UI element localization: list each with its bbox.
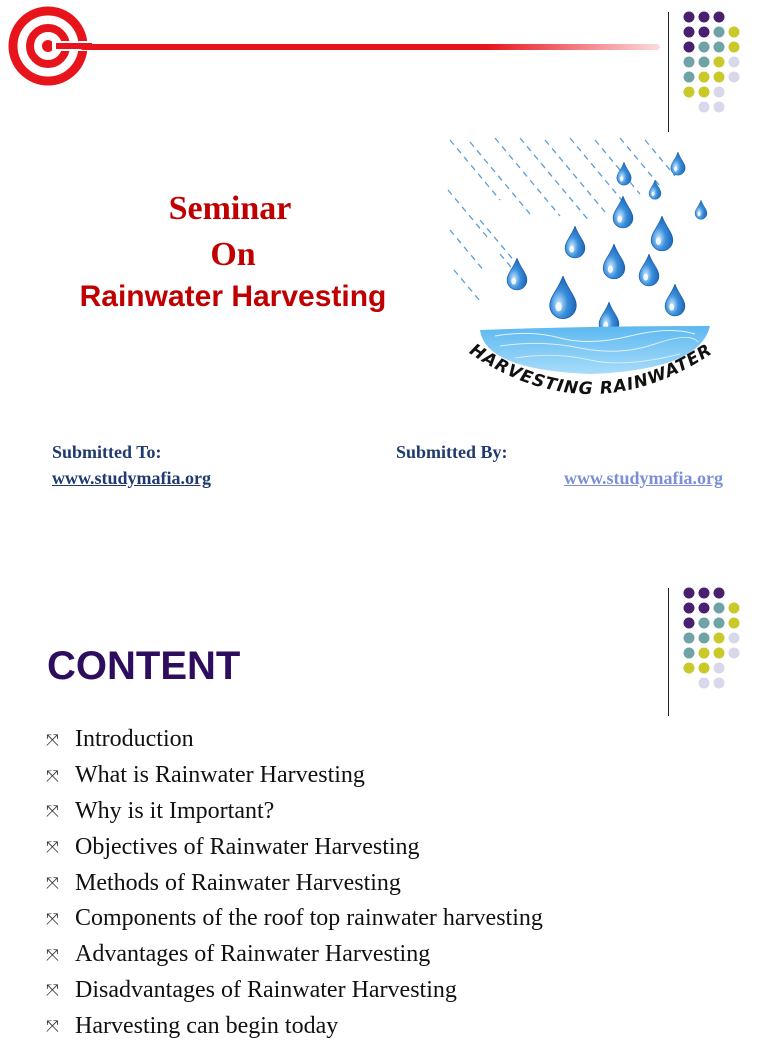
list-item-text: Harvesting can begin today — [75, 1012, 339, 1039]
decorative-dot — [699, 603, 710, 614]
logo-icon — [8, 6, 88, 86]
bullet-icon: ⤧ — [46, 944, 59, 964]
content-list — [46, 722, 543, 1044]
decorative-dot — [714, 102, 725, 113]
content-heading: CONTENT — [47, 644, 241, 688]
decorative-dot — [699, 57, 710, 68]
decorative-dot — [714, 663, 725, 674]
list-item — [46, 973, 543, 1009]
decorative-dot — [729, 27, 740, 38]
decorative-dot — [714, 57, 725, 68]
bullet-icon: ⤧ — [46, 765, 59, 785]
decorative-dot — [684, 648, 695, 659]
decorative-dot — [684, 72, 695, 83]
bullet-icon: ⤧ — [46, 801, 59, 821]
decorative-dot — [684, 87, 695, 98]
list-item — [46, 758, 543, 794]
submitted-to-label: Submitted To: — [52, 442, 162, 462]
bullet-icon: ⤧ — [46, 908, 59, 928]
list-item — [46, 829, 543, 865]
list-item-text: Introduction — [75, 726, 194, 753]
decorative-dot — [684, 633, 695, 644]
decorative-dot — [714, 603, 725, 614]
title-topic: Rainwater Harvesting — [79, 280, 387, 313]
decorative-dot — [714, 648, 725, 659]
list-item — [46, 901, 543, 937]
decorative-dot — [699, 663, 710, 674]
decorative-dot — [729, 42, 740, 53]
decorative-dot — [699, 87, 710, 98]
decorative-dot — [684, 603, 695, 614]
decorative-dot — [684, 27, 695, 38]
decorative-dot — [684, 618, 695, 629]
decorative-dot — [699, 633, 710, 644]
artwork-caption: HARVESTING RAINWATER — [465, 339, 717, 400]
header-rule — [80, 44, 660, 50]
submitted-by-label: Submitted By: — [396, 442, 508, 462]
bullet-icon: ⤧ — [46, 873, 59, 893]
list-item — [46, 794, 543, 830]
rainwater-artwork — [440, 130, 740, 430]
list-item — [46, 722, 543, 758]
decorative-dot — [699, 588, 710, 599]
list-item — [46, 865, 543, 901]
decorative-dot — [729, 57, 740, 68]
decorative-dot — [729, 648, 740, 659]
list-item-text: Why is it Important? — [75, 797, 275, 824]
decorative-dot — [699, 648, 710, 659]
decorative-dot — [714, 588, 725, 599]
decorative-dot — [684, 663, 695, 674]
list-item-text: Methods of Rainwater Harvesting — [75, 869, 401, 896]
submitted-by-link[interactable]: www.studymafia.org — [564, 468, 724, 488]
vertical-divider — [668, 588, 669, 716]
decorative-dot — [699, 102, 710, 113]
dot-grid-decoration — [680, 10, 760, 122]
list-item — [46, 937, 543, 973]
decorative-dot — [729, 72, 740, 83]
decorative-dot — [714, 72, 725, 83]
decorative-dot — [684, 42, 695, 53]
bullet-icon: ⤧ — [46, 729, 59, 749]
bullet-icon: ⤧ — [46, 837, 59, 857]
decorative-dot — [714, 27, 725, 38]
decorative-dot — [684, 12, 695, 23]
decorative-dot — [699, 618, 710, 629]
vertical-divider — [668, 12, 669, 132]
list-item-text: Objectives of Rainwater Harvesting — [75, 833, 420, 860]
title-on: On — [210, 236, 256, 273]
bullet-icon: ⤧ — [46, 980, 59, 1000]
list-item-text: Advantages of Rainwater Harvesting — [75, 941, 431, 968]
decorative-dot — [714, 42, 725, 53]
decorative-dot — [684, 57, 695, 68]
title-seminar: Seminar — [168, 190, 292, 227]
list-item — [46, 1008, 543, 1044]
decorative-dot — [684, 588, 695, 599]
decorative-dot — [714, 678, 725, 689]
decorative-dot — [729, 603, 740, 614]
decorative-dot — [699, 72, 710, 83]
list-item-text: Components of the roof top rainwater harvesting — [75, 905, 543, 932]
decorative-dot — [699, 42, 710, 53]
dot-grid-decoration — [680, 586, 760, 698]
decorative-dot — [699, 12, 710, 23]
list-item-text: Disadvantages of Rainwater Harvesting — [75, 976, 457, 1003]
decorative-dot — [714, 87, 725, 98]
submitted-to-link[interactable]: www.studymafia.org — [52, 468, 212, 488]
decorative-dot — [699, 678, 710, 689]
decorative-dot — [699, 27, 710, 38]
decorative-dot — [714, 633, 725, 644]
decorative-dot — [729, 633, 740, 644]
decorative-dot — [729, 618, 740, 629]
decorative-dot — [714, 618, 725, 629]
list-item-text: What is Rainwater Harvesting — [75, 762, 365, 789]
content-slide — [0, 560, 768, 1039]
decorative-dot — [714, 12, 725, 23]
bullet-icon: ⤧ — [46, 1016, 59, 1036]
